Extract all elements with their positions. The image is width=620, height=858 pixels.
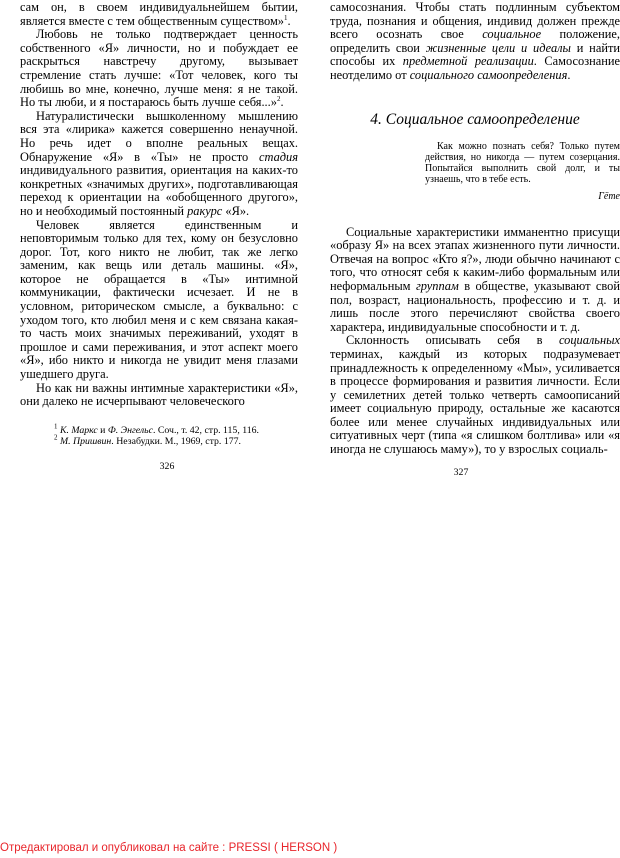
footnotes xyxy=(20,422,298,448)
italic-run: стадия xyxy=(258,149,298,164)
text-run: и найти способы их xyxy=(330,40,620,69)
page-number-right: 327 xyxy=(453,466,469,478)
italic-run: К. Маркс xyxy=(57,424,98,436)
text-run: терминах, каждый из которых подразумевает принадлежность к определенному «Мы», усиливается в процессе формирования и развития личности. Если у семилетних детей только четверть самоописаний имеет социальную природу, остальные же касаются более или менее случайных индивидуальных или ситуативных черт (типа «я слишком болтлива» или «я иногда не слушаюсь маму»), то у взрослых социаль- xyxy=(330,346,620,457)
right-body-bottom xyxy=(330,226,620,457)
text-run: . Самосознание неотделимо от xyxy=(330,54,620,82)
paragraph xyxy=(330,334,620,456)
paragraph xyxy=(20,382,298,409)
right-body-top xyxy=(330,1,620,83)
italic-run: ракурс xyxy=(187,203,223,218)
italic-run: социального самоопределения xyxy=(409,67,568,82)
text-run: индивидуального развития, ориентация на каких-то конкретных «значимых других», подготавливающая переход к ориентации на «обобщенного другого», но и необходимый постоянный xyxy=(20,163,298,218)
italic-run: социальных xyxy=(558,333,620,348)
text-run: Но как ни важны интимные характеристики «Я», они далеко не исчерпывают человеческого xyxy=(20,380,298,409)
text-run: положение, определить свои xyxy=(330,27,620,55)
text-run: и xyxy=(97,424,108,436)
text-run: . Незабудки. М., 1969, стр. 177. xyxy=(111,436,241,448)
italic-run: жизненные цели и идеалы xyxy=(425,40,571,55)
text-run: Натуралистически вышколенному мышлению вся эта «лирика» кажется совершенно ненаучной. Но речь идет о вполне реальных вещах. Обнаружение «Я» в «Ты» не просто xyxy=(20,108,298,164)
section-title: 4. Социальное самоопределение xyxy=(370,110,580,128)
epigraph-text: Как можно познать себя? Только путем действия, но никогда — путем созерцания. Попытайся выполнить свой долг, и ты узнаешь, что в тебе есть. xyxy=(425,140,620,185)
footnote-marker: 2 xyxy=(54,434,58,443)
italic-run: предметной реализации xyxy=(402,54,534,69)
footer-note: Отредактировал и опубликовал на сайте : PRESSI ( HERSON ) xyxy=(0,842,338,854)
text-run: Социальные характеристики имманентно присущи «образу Я» на всех этапах жизненного пути личности. Отвечая на вопрос «Кто я?», люди обычно начинают с того, что относят себя к каким-либо формальным или неформальным xyxy=(330,224,620,293)
text-run: Человек является единственным и неповторимым только для тех, кому он безусловно дорог. Тот, кого никто не любит, так же легко заменим, как вещь или деталь машины. «Я», которое не обращается в «Ты» интимной коммуникации, фактически исчезает. И не в условном, риторическом смысле, а буквально: с уходом того, кто любил меня и с кем связана какая-то часть моих значимых переживаний, уходят в прошлое и сами переживания, и этот аспект моего «Я», ибо никто и никогда не увидит меня глазами ушедшего друга. xyxy=(20,217,298,382)
paragraph xyxy=(330,1,620,83)
text-run: . xyxy=(280,95,284,110)
right-page xyxy=(330,0,620,478)
text-run: в обществе, указывают свой пол, возраст, национальность, профессию и т. д. и лишь после этого перечисляют свойства своего характера, индивидуальные способности и т. д. xyxy=(330,278,620,334)
text-run: сам он, в своем индивидуальнейшем бытии, является вместе с тем общественным существом» xyxy=(20,0,298,28)
text-run: Склонность описывать себя в xyxy=(346,333,559,348)
page-number-left: 326 xyxy=(159,460,175,472)
footnote xyxy=(54,422,298,437)
paragraph xyxy=(330,226,620,335)
paragraph xyxy=(20,28,298,110)
italic-run: группам xyxy=(415,278,459,293)
paragraph xyxy=(20,1,298,28)
italic-run: М. Пришвин xyxy=(57,436,112,448)
footnote xyxy=(54,436,298,448)
left-body xyxy=(20,1,298,409)
paragraph xyxy=(20,110,298,219)
italic-run: Ф. Энгельс xyxy=(107,424,153,436)
text-run: «Я». xyxy=(222,203,250,218)
footnote-marker: 1 xyxy=(284,13,288,22)
epigraph-author: Гёте xyxy=(598,190,620,202)
text-run: Любовь не только подтверждает ценность собственного «Я» личности, но и побуждает ее раскрыться навстречу другому, вызывает стремление стать лучше: «Тот человек, кого ты любишь во мне, конечно, лучше меня: я не такой. Но ты люби, и я постараюсь быть лучше себя...» xyxy=(20,27,298,110)
text-run: . xyxy=(567,67,571,82)
text-run: самосознания. Чтобы стать подлинным субъектом труда, познания и общения, индивид должен прежде всего осознать свое xyxy=(330,0,620,42)
paragraph xyxy=(20,219,298,382)
footnote-marker: 1 xyxy=(54,422,58,431)
footnote-marker: 2 xyxy=(276,95,281,104)
text-run: . Соч., т. 42, стр. 115, 116. xyxy=(152,424,260,436)
text-run: . xyxy=(287,13,291,28)
italic-run: социальное xyxy=(482,27,542,42)
left-page xyxy=(20,0,298,472)
